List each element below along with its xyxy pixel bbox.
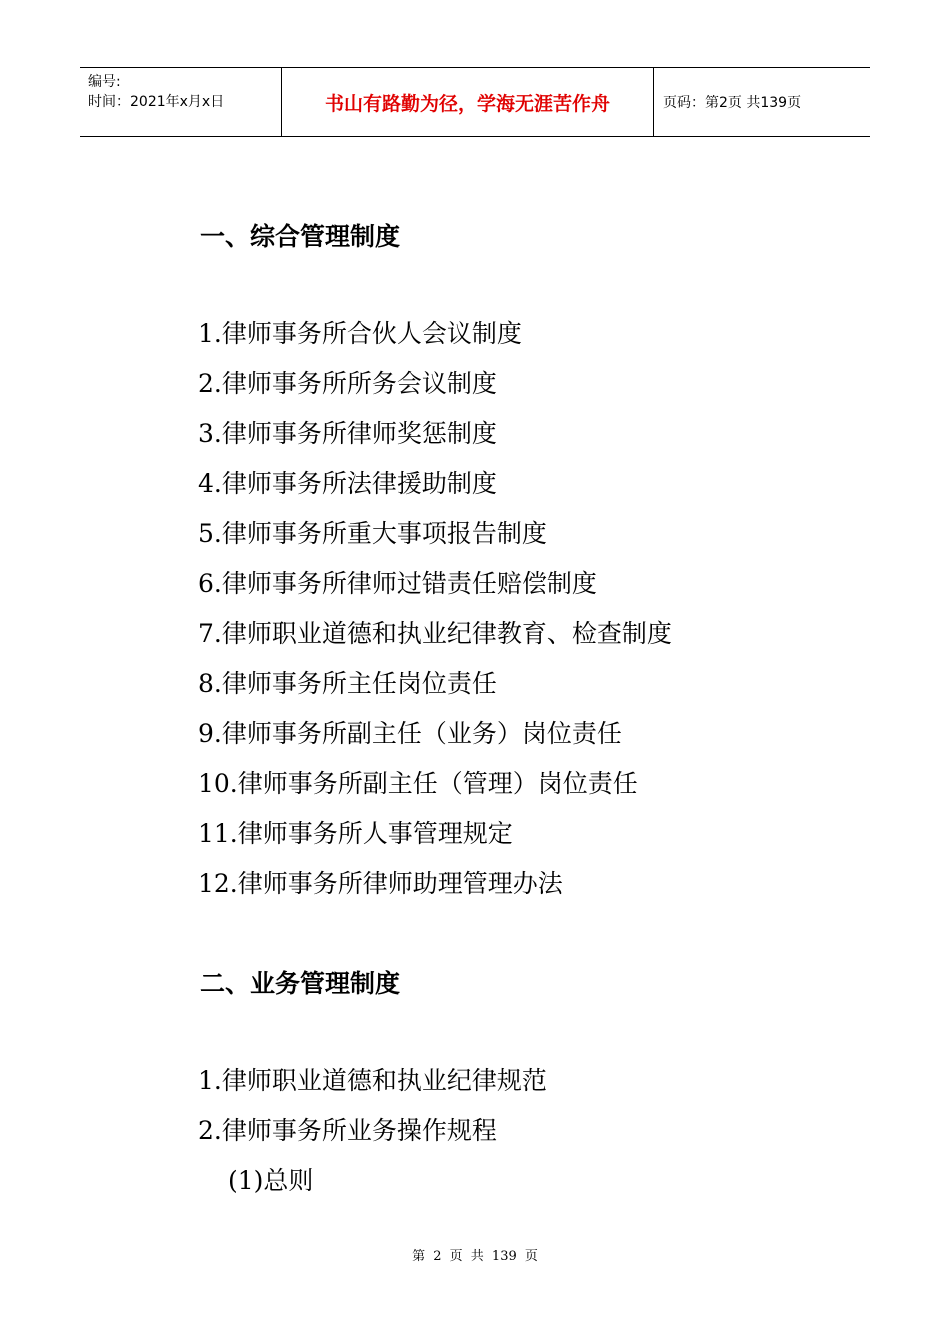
sub-list-item: (1)总则: [228, 1166, 314, 1195]
list-item: 1.律师事务所合伙人会议制度: [198, 319, 522, 348]
list-item: 6.律师事务所律师过错责任赔偿制度: [198, 569, 597, 598]
list-item: 7.律师职业道德和执业纪律教育、检查制度: [198, 619, 672, 648]
document-time-label: 时间：2021年x月x日: [88, 94, 225, 110]
list-item: 9.律师事务所副主任（业务）岗位责任: [198, 719, 622, 748]
list-item: 12.律师事务所律师助理管理办法: [198, 869, 563, 898]
header-meta: [80, 68, 282, 136]
list-item: 11.律师事务所人事管理规定: [198, 819, 513, 848]
list-item: 1.律师职业道德和执业纪律规范: [198, 1066, 547, 1095]
page-header: [80, 67, 870, 137]
list-item: 2.律师事务所所务会议制度: [198, 369, 497, 398]
document-number-label: 编号:: [88, 74, 121, 90]
list-item: 2.律师事务所业务操作规程: [198, 1116, 497, 1145]
list-item: 3.律师事务所律师奖惩制度: [198, 419, 497, 448]
general-management-list: [198, 309, 672, 909]
list-item: 8.律师事务所主任岗位责任: [198, 669, 497, 698]
list-item: 10.律师事务所副主任（管理）岗位责任: [198, 769, 638, 798]
list-item: 5.律师事务所重大事项报告制度: [198, 519, 547, 548]
page-footer: 第 2 页 共 139 页: [412, 1249, 538, 1264]
business-management-list: [198, 1056, 547, 1206]
list-item: 4.律师事务所法律援助制度: [198, 469, 497, 498]
header-page-info: 页码：第2页 共139页: [663, 95, 802, 111]
section-title-general-management: 一、综合管理制度: [200, 222, 401, 251]
header-motto: 书山有路勤为径，学海无涯苦作舟: [282, 68, 654, 136]
section-title-business-management: 二、业务管理制度: [200, 969, 401, 998]
